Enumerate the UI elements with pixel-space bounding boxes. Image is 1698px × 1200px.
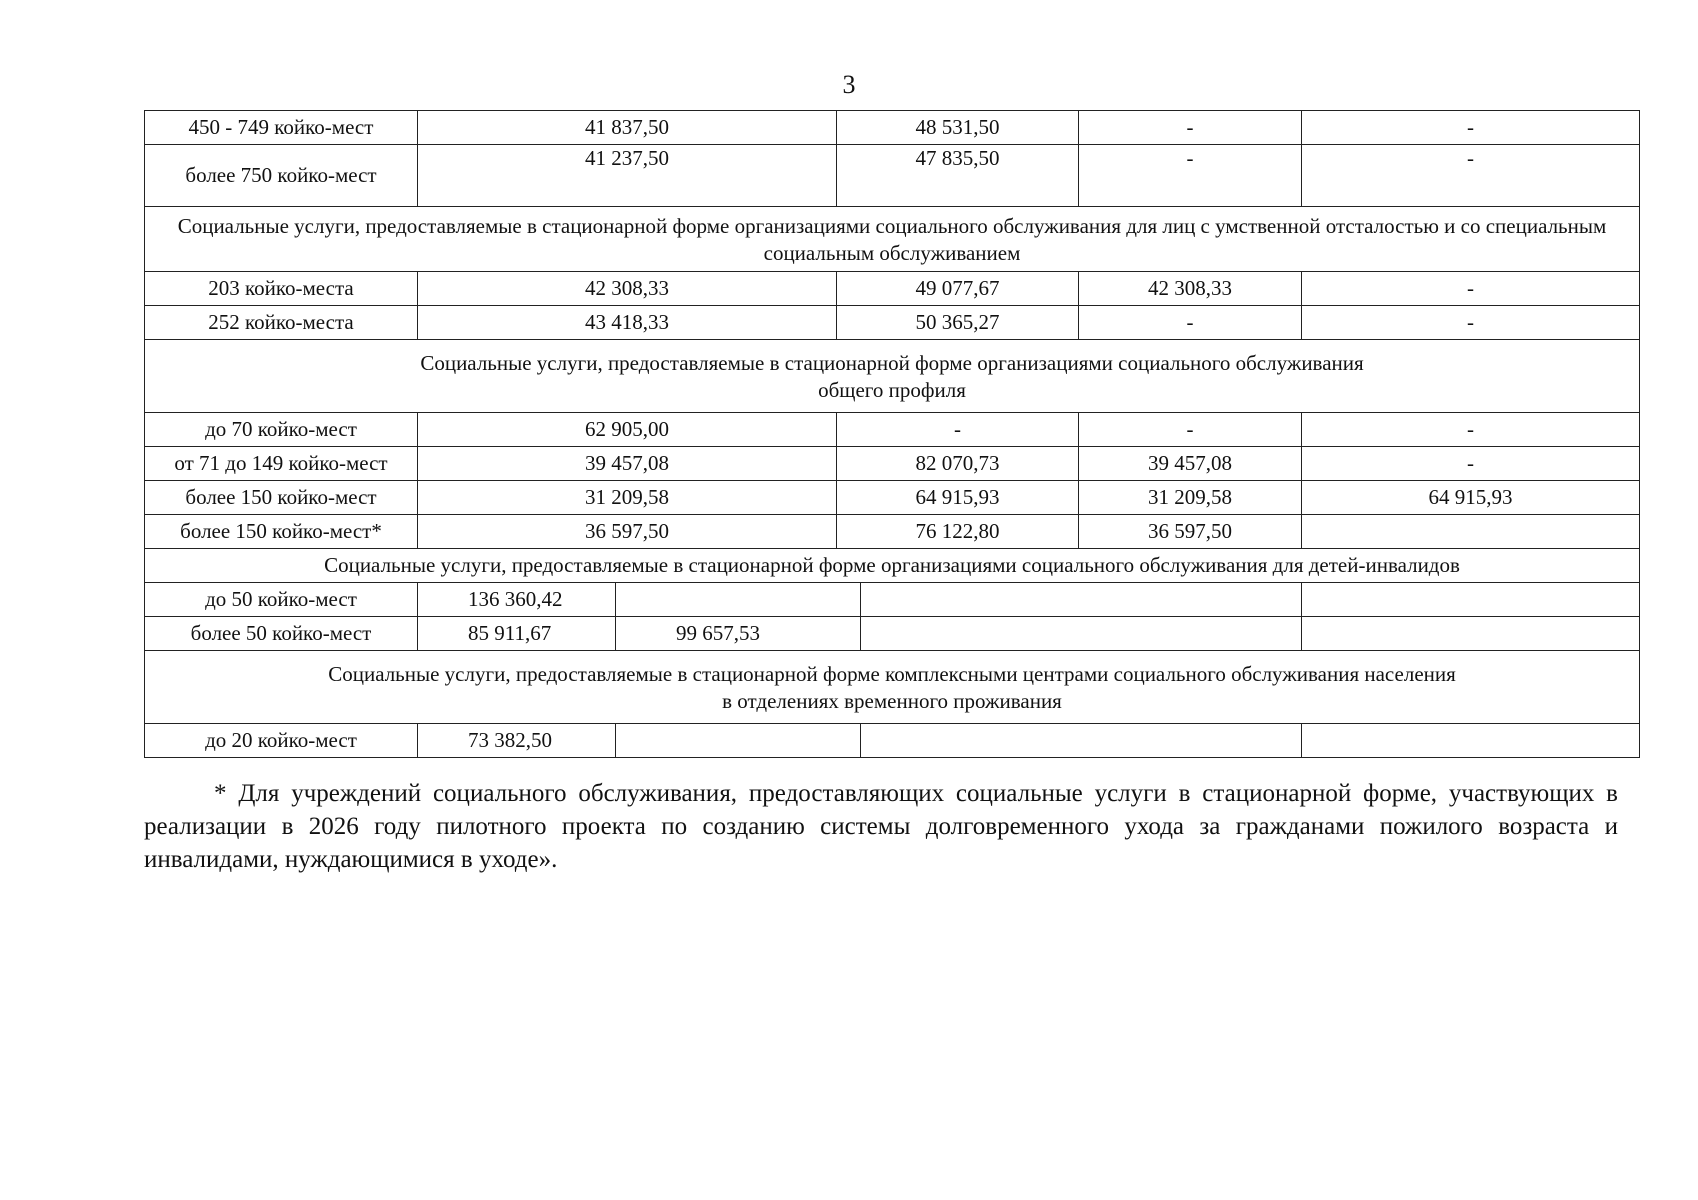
value-cell: - bbox=[1079, 111, 1302, 145]
row-label: 450 - 749 койко-мест bbox=[145, 111, 418, 145]
value-cell: 64 915,93 bbox=[837, 481, 1079, 515]
section-header-row bbox=[145, 340, 1640, 413]
value-cell: - bbox=[837, 413, 1079, 447]
value-cell: - bbox=[1302, 306, 1640, 340]
table-row bbox=[145, 447, 1640, 481]
row-label: 252 койко-места bbox=[145, 306, 418, 340]
value-cell: - bbox=[1302, 145, 1640, 207]
value-cell: 50 365,27 bbox=[837, 306, 1079, 340]
value-cell: 41 837,50 bbox=[418, 111, 837, 145]
table-row bbox=[145, 413, 1640, 447]
section-title bbox=[145, 340, 1640, 413]
section-header-row bbox=[145, 207, 1640, 272]
section-header-row bbox=[145, 549, 1640, 583]
row-label: до 70 койко-мест bbox=[145, 413, 418, 447]
table-row bbox=[145, 617, 1640, 651]
value-cell: 43 418,33 bbox=[418, 306, 837, 340]
value-cell: 82 070,73 bbox=[837, 447, 1079, 481]
table-row bbox=[145, 583, 1640, 617]
row-label: до 50 койко-мест bbox=[145, 583, 418, 617]
row-label: более 150 койко-мест bbox=[145, 481, 418, 515]
table-row bbox=[145, 145, 1640, 207]
value-cell bbox=[861, 617, 1302, 651]
value-cell: 31 209,58 bbox=[418, 481, 837, 515]
value-cell: - bbox=[1302, 272, 1640, 306]
value-cell bbox=[1302, 515, 1640, 549]
value-cell: 42 308,33 bbox=[418, 272, 837, 306]
value-cell: - bbox=[1302, 413, 1640, 447]
table-row bbox=[145, 515, 1640, 549]
value-cell: 99 657,53 bbox=[616, 617, 861, 651]
value-cell: 64 915,93 bbox=[1302, 481, 1640, 515]
row-label: более 750 койко-мест bbox=[145, 145, 418, 207]
value-cell: 41 237,50 bbox=[418, 145, 837, 207]
value-cell: 62 905,00 bbox=[418, 413, 837, 447]
value-cell: 136 360,42 bbox=[418, 583, 616, 617]
value-cell bbox=[1302, 617, 1640, 651]
value-cell bbox=[1302, 724, 1640, 758]
value-cell: 48 531,50 bbox=[837, 111, 1079, 145]
section-title: Социальные услуги, предоставляемые в стационарной форме организациями социального обслуживания для детей-инвалидов bbox=[145, 549, 1640, 583]
value-cell: 76 122,80 bbox=[837, 515, 1079, 549]
value-cell: 39 457,08 bbox=[418, 447, 837, 481]
value-cell: 47 835,50 bbox=[837, 145, 1079, 207]
value-cell bbox=[861, 583, 1302, 617]
value-cell: - bbox=[1079, 306, 1302, 340]
page-number: 3 bbox=[842, 70, 856, 99]
table-row bbox=[145, 306, 1640, 340]
value-cell: 73 382,50 bbox=[418, 724, 616, 758]
value-cell bbox=[1302, 583, 1640, 617]
value-cell: 85 911,67 bbox=[418, 617, 616, 651]
tariff-table-wrapper bbox=[144, 110, 1639, 758]
value-cell: - bbox=[1302, 111, 1640, 145]
row-label: более 50 койко-мест bbox=[145, 617, 418, 651]
tariff-table bbox=[144, 110, 1640, 758]
section-title-line: общего профиля bbox=[818, 378, 966, 402]
value-cell bbox=[616, 583, 861, 617]
value-cell: 49 077,67 bbox=[837, 272, 1079, 306]
row-label: более 150 койко-мест* bbox=[145, 515, 418, 549]
value-cell: 31 209,58 bbox=[1079, 481, 1302, 515]
value-cell: - bbox=[1079, 145, 1302, 207]
section-header-row bbox=[145, 651, 1640, 724]
section-title-line: Социальные услуги, предоставляемые в стационарной форме организациями социального обслуживания bbox=[420, 351, 1364, 375]
value-cell: 42 308,33 bbox=[1079, 272, 1302, 306]
row-label: 203 койко-места bbox=[145, 272, 418, 306]
value-cell: 36 597,50 bbox=[418, 515, 837, 549]
section-title bbox=[145, 651, 1640, 724]
table-row bbox=[145, 724, 1640, 758]
section-title: Социальные услуги, предоставляемые в стационарной форме организациями социального обслуживания для лиц с умственной отсталостью и со специальным социальным обслуживанием bbox=[145, 207, 1640, 272]
table-row bbox=[145, 111, 1640, 145]
row-label: до 20 койко-мест bbox=[145, 724, 418, 758]
value-cell: - bbox=[1079, 413, 1302, 447]
footnote: * Для учреждений социального обслуживания, предоставляющих социальные услуги в стационарной форме, участвующих в реализации в 2026 году пилотного проекта по созданию системы долговременного ухода за гражданами пожилого возраста и инвалидами, нуждающимися в уходе». bbox=[144, 780, 1618, 873]
value-cell bbox=[861, 724, 1302, 758]
value-cell bbox=[616, 724, 861, 758]
value-cell: - bbox=[1302, 447, 1640, 481]
section-title-line: Социальные услуги, предоставляемые в стационарной форме комплексными центрами социального обслуживания населения bbox=[328, 662, 1456, 686]
table-row bbox=[145, 272, 1640, 306]
table-row bbox=[145, 481, 1640, 515]
value-cell: 36 597,50 bbox=[1079, 515, 1302, 549]
section-title-line: в отделениях временного проживания bbox=[722, 689, 1062, 713]
row-label: от 71 до 149 койко-мест bbox=[145, 447, 418, 481]
value-cell: 39 457,08 bbox=[1079, 447, 1302, 481]
